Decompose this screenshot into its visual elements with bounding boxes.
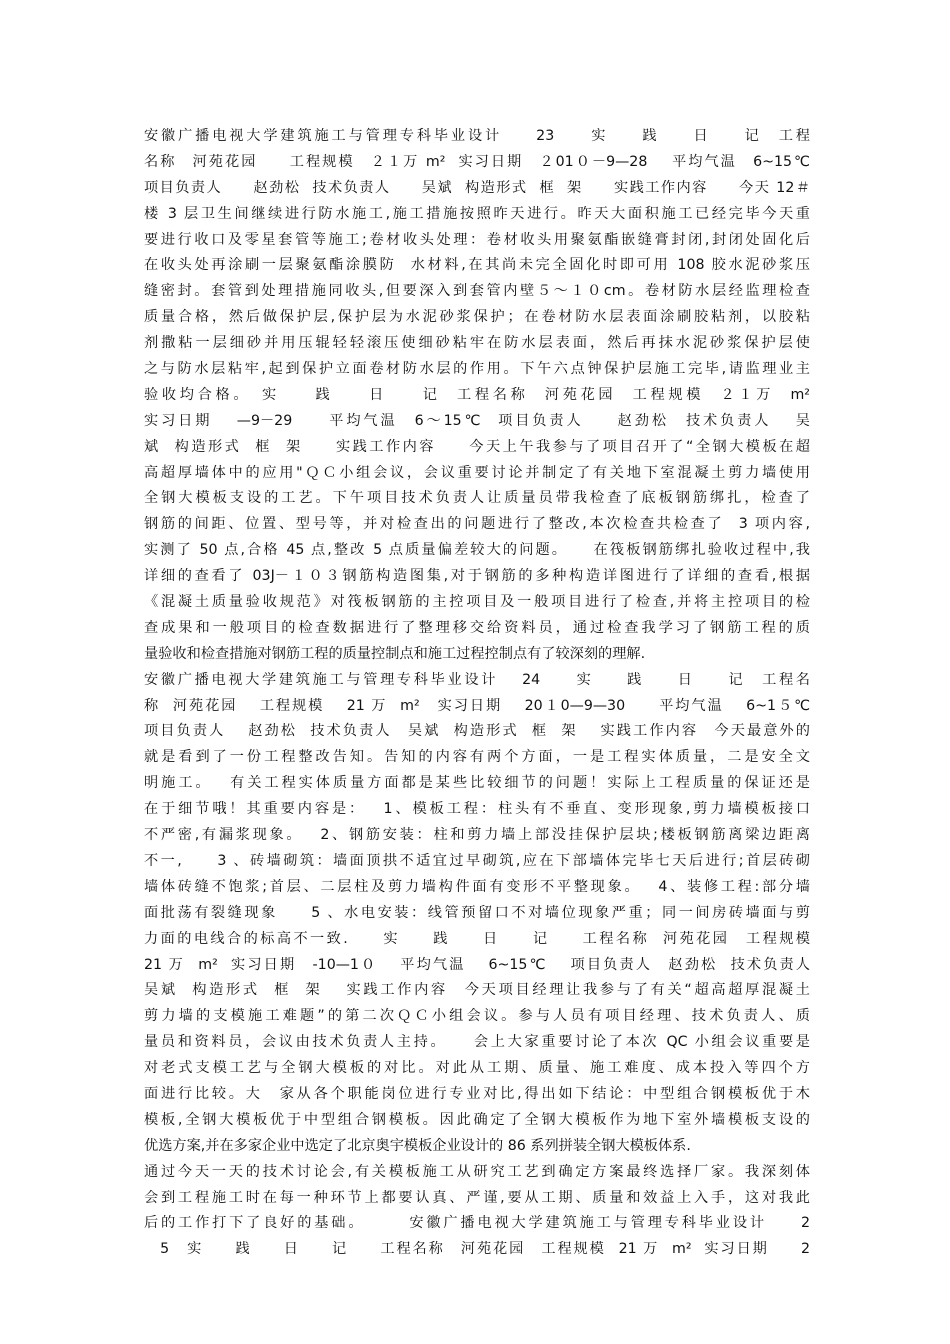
text-line: 面批荡有裂缝现象 5 、水电安装：线管预留口不对墙位现象严重；同一间房砖墙面与剪	[144, 904, 810, 921]
text-line: 对老式支模工艺与全钢大模板的对比。对此从工期、质量、施工难度、成本投入等四个方	[144, 1060, 810, 1077]
text-line: 全钢大模板支设的工艺。下午项目技术负责人让质量员带我检查了底板钢筋绑扎，检查了	[144, 490, 810, 507]
text-line: 通过今天一天的技术讨论会,有关模板施工从研究工艺到确定方案最终选择厂家。我深刻体	[144, 1163, 810, 1180]
text-line: 高超厚墙体中的应用"ＱＣ小组会议，会议重要讨论并制定了有关地下室混凝土剪力墙使用	[144, 464, 810, 481]
text-line: 在于细节哦！其重要内容是： 1、模板工程：柱头有不垂直、变形现象,剪力墙模板接口	[144, 801, 810, 818]
text-line: 查成果和一般项目的检查数据进行了整理移交给资料员，通过检查我学习了钢筋工程的质	[144, 619, 810, 636]
text-line: 《混凝土质量验收规范》对筏板钢筋的主控项目及一般项目进行了检查,并将主控项目的检	[144, 594, 810, 611]
text-line: 验收均合格。 实 践 日 记 工程名称 河苑花园 工程规模 ２１万 m²	[144, 386, 810, 403]
text-line: 吴斌 构造形式 框 架 实践工作内容 今天项目经理让我参与了有关“超高超厚混凝土	[144, 982, 810, 999]
text-line: 剪力墙的支模施工难题”的第二次ＱＣ小组会议。参与人员有项目经理、技术负责人、质	[144, 1008, 810, 1025]
text-line: 不一, 3 、砖墙砌筑：墙面顶拱不适宜过早砌筑,应在下部墙体完毕七天后进行;首层砖砌	[144, 852, 810, 869]
text-line: 称 河苑花园 工程规模 21 万 m² 实习日期 20１0—9—30 平均气温 6~1５℃	[144, 697, 810, 714]
text-line: 面进行比较。大 家从各个职能岗位进行专业对比,得出如下结论：中型组合钢模板优于木	[144, 1085, 810, 1102]
text-line: 量员和资料员，会议由技术负责人主持。 会上大家重要讨论了本次 QC 小组会议重要是	[144, 1034, 810, 1051]
text-line: 实测了 50 点,合格 45 点,整改 5 点质量偏差较大的问题。 在筏板钢筋绑扎验收过程中,我	[144, 542, 810, 559]
text-line: 安徽广播电视大学建筑施工与管理专科毕业设计 23 实 践 日 记 工程	[144, 128, 810, 144]
text-line: 质量合格，然后做保护层,保护层为水泥砂浆保护；在卷材防水层表面涂刷胶粘剂，以胶粘	[144, 309, 810, 326]
text-line: 项目负责人 赵劲松 技术负责人 吴斌 构造形式 框 架 实践工作内容 今天 12＃	[144, 179, 810, 196]
text-line: 力面的电线合的标高不一致. 实 践 日 记 工程名称 河苑花园 工程规模	[144, 930, 810, 947]
text-line: 在收头处再涂刷一层聚氨酯涂膜防 水材料,在其尚未完全固化时即可用 108 胶水泥砂浆压	[144, 257, 810, 274]
text-line: 名称 河苑花园 工程规模 ２１万 m² 实习日期 ２01０－9—28 平均气温 6~15℃	[144, 153, 810, 170]
text-line: 不严密,有漏浆现象。 2、钢筋安装：柱和剪力墙上部没挂保护层块;楼板钢筋离梁边距离	[144, 827, 810, 844]
text-line: 墙体砖缝不饱浆;首层、二层柱及剪力墙构件面有变形不平整现象。 4、装修工程:部分墙	[144, 878, 810, 895]
text-line: 之与防水层粘牢,起到保护立面卷材防水层的作用。下午六点钟保护层施工完毕,请监理业主	[144, 361, 810, 378]
text-line: 模板,全钢大模板优于中型组合钢模板。因此确定了全钢大模板作为地下室外墙模板支设的	[144, 1111, 810, 1128]
text-line: 会到工程施工时在每一种环节上都要认真、严谨,要从工期、质量和效益上入手，这对我此	[144, 1189, 810, 1206]
text-line: 项目负责人 赵劲松 技术负责人 吴斌 构造形式 框 架 实践工作内容 今天最意外的	[144, 723, 810, 740]
text-line: 钢筋的间距、位置、型号等，并对检查出的问题进行了整改,本次检查共检查了 3 项内容,	[144, 516, 810, 533]
text-line: 21 万 m² 实习日期 -10—1０ 平均气温 6~15℃ 项目负责人 赵劲松 技术负责人	[144, 956, 810, 973]
text-line: 剂撒粘一层细砂并用压辊轻轻滚压使细砂粘牢在防水层表面，然后再抹水泥砂浆保护层使	[144, 335, 810, 352]
text-line: 实习日期 —9－29 平均气温 6～15℃ 项目负责人 赵劲松 技术负责人 吴	[144, 412, 810, 429]
text-line: 明施工。 有关工程实体质量方面都是某些比较细节的问题！实际上工程质量的保证还是	[144, 775, 810, 792]
text-line: 斌 构造形式 框 架 实践工作内容 今天上午我参与了项目召开了“全钢大模板在超	[144, 438, 810, 455]
text-line: 就是看到了一份工程整改告知。告知的内容有两个方面，一是工程实体质量，二是安全文	[144, 749, 810, 766]
text-line: 后的工作打下了良好的基础。 安徽广播电视大学建筑施工与管理专科毕业设计 2	[144, 1215, 810, 1232]
text-line: 楼 3 层卫生间继续进行防水施工,施工措施按照昨天进行。昨天大面积施工已经完毕今天重	[144, 205, 810, 222]
text-line: 缝密封。套管到处理措施同收头,但要深入到套管内壁５～１０cm。卷材防水层经监理检查	[144, 283, 810, 300]
text-line: 优选方案,并在多家企业中选定了北京奥宇模板企业设计的 86 系列拼装全钢大模板体系.	[144, 1137, 691, 1154]
text-line: 要进行收口及零星套管等施工;卷材收头处理：卷材收头用聚氨酯嵌缝膏封闭,封闭处固化后	[144, 231, 810, 248]
text-line: 5 实 践 日 记 工程名称 河苑花园 工程规模 21 万 m² 实习日期 2	[144, 1241, 810, 1258]
text-line: 详细的查看了 03J－１０３钢筋构造图集,对于钢筋的多种构造详图进行了详细的查看,根据	[144, 568, 810, 585]
document-page	[144, 124, 810, 1263]
text-line: 安徽广播电视大学建筑施工与管理专科毕业设计 24 实 践 日 记 工程名	[144, 671, 810, 688]
text-line: 量验收和检查措施对钢筋工程的质量控制点和施工过程控制点有了较深刻的理解.	[144, 645, 646, 662]
